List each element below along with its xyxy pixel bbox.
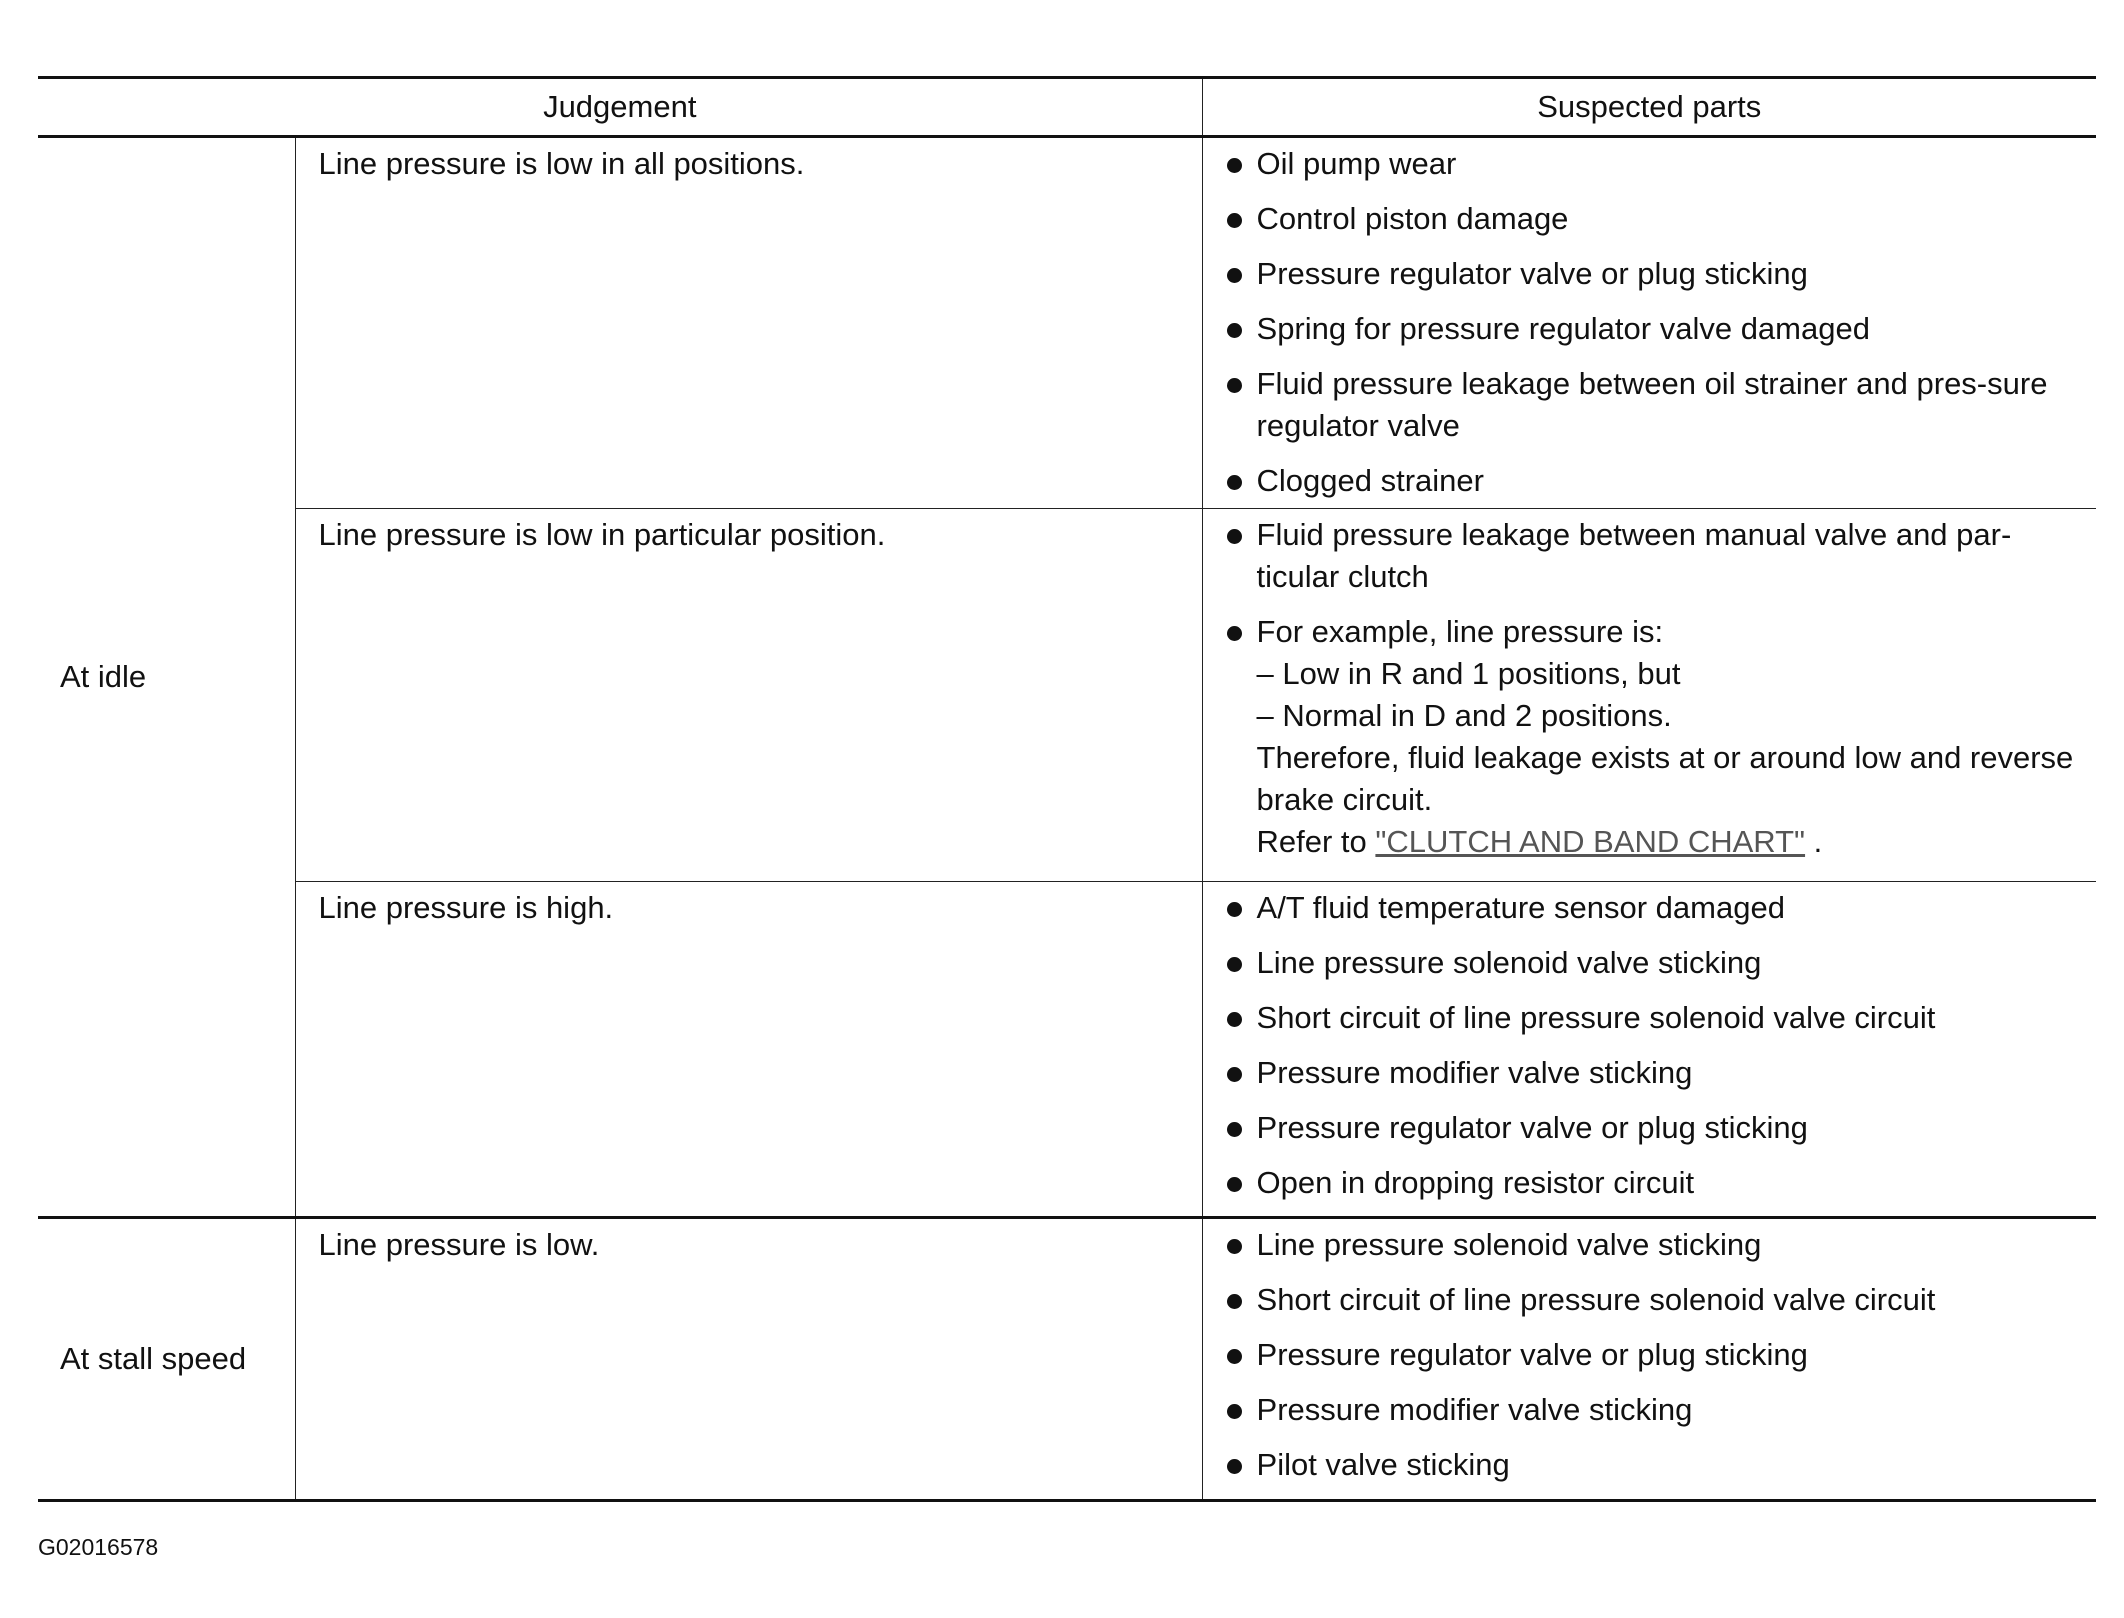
judgement-cell: Line pressure is low in all positions. — [295, 137, 1202, 509]
list-item: Short circuit of line pressure solenoid valve circuit — [1221, 1279, 2087, 1321]
list-item: Line pressure solenoid valve sticking — [1221, 942, 2087, 984]
condition-at-stall-speed: At stall speed — [38, 1218, 295, 1501]
table-row — [38, 1218, 2096, 1501]
table-row — [38, 882, 2096, 1218]
example-intro: For example, line pressure is: — [1256, 614, 1664, 649]
suspected-parts-cell — [1202, 509, 2096, 882]
parts-list — [1221, 887, 2087, 1204]
list-item: Pressure regulator valve or plug sticking — [1221, 1107, 2087, 1149]
suspected-parts-cell — [1202, 882, 2096, 1218]
example-line: – Low in R and 1 positions, but — [1256, 656, 1681, 691]
list-item: Pilot valve sticking — [1221, 1444, 2087, 1486]
list-item: Line pressure solenoid valve sticking — [1221, 1224, 2087, 1266]
list-item — [1221, 611, 2087, 863]
table-row — [38, 509, 2096, 882]
diagnosis-table — [38, 76, 2096, 1502]
suspected-parts-header: Suspected parts — [1202, 78, 2096, 137]
refer-suffix: . — [1805, 824, 1823, 859]
list-item: Open in dropping resistor circuit — [1221, 1162, 2087, 1204]
judgement-cell: Line pressure is low in particular position. — [295, 509, 1202, 882]
list-item: Fluid pressure leakage between manual valve and par-ticular clutch — [1221, 514, 2087, 598]
parts-list — [1221, 1224, 2087, 1486]
list-item: Pressure modifier valve sticking — [1221, 1052, 2087, 1094]
document-code: G02016578 — [38, 1534, 159, 1560]
table-header-row — [38, 78, 2096, 137]
list-item: Short circuit of line pressure solenoid valve circuit — [1221, 997, 2087, 1039]
list-item: A/T fluid temperature sensor damaged — [1221, 887, 2087, 929]
judgement-cell: Line pressure is low. — [295, 1218, 1202, 1501]
suspected-parts-cell — [1202, 1218, 2096, 1501]
example-conclusion: Therefore, fluid leakage exists at or around low and reverse brake circuit. — [1256, 740, 2074, 817]
list-item: Spring for pressure regulator valve damaged — [1221, 308, 2087, 350]
judgement-header: Judgement — [38, 78, 1202, 137]
suspected-parts-cell — [1202, 137, 2096, 509]
refer-line — [1257, 821, 2087, 863]
list-item: Pressure regulator valve or plug sticking — [1221, 1334, 2087, 1376]
list-item: Pressure regulator valve or plug sticking — [1221, 253, 2087, 295]
clutch-band-chart-link[interactable]: "CLUTCH AND BAND CHART" — [1375, 824, 1806, 859]
list-item: Control piston damage — [1221, 198, 2087, 240]
parts-list — [1221, 143, 2087, 502]
list-item: Clogged strainer — [1221, 460, 2087, 502]
condition-at-idle: At idle — [38, 137, 295, 1218]
list-item: Pressure modifier valve sticking — [1221, 1389, 2087, 1431]
parts-list — [1221, 514, 2087, 863]
list-item: Fluid pressure leakage between oil strainer and pres-sure regulator valve — [1221, 363, 2087, 447]
list-item: Oil pump wear — [1221, 143, 2087, 185]
table-row — [38, 137, 2096, 509]
refer-prefix: Refer to — [1256, 824, 1376, 859]
example-line: – Normal in D and 2 positions. — [1256, 698, 1672, 733]
judgement-cell: Line pressure is high. — [295, 882, 1202, 1218]
